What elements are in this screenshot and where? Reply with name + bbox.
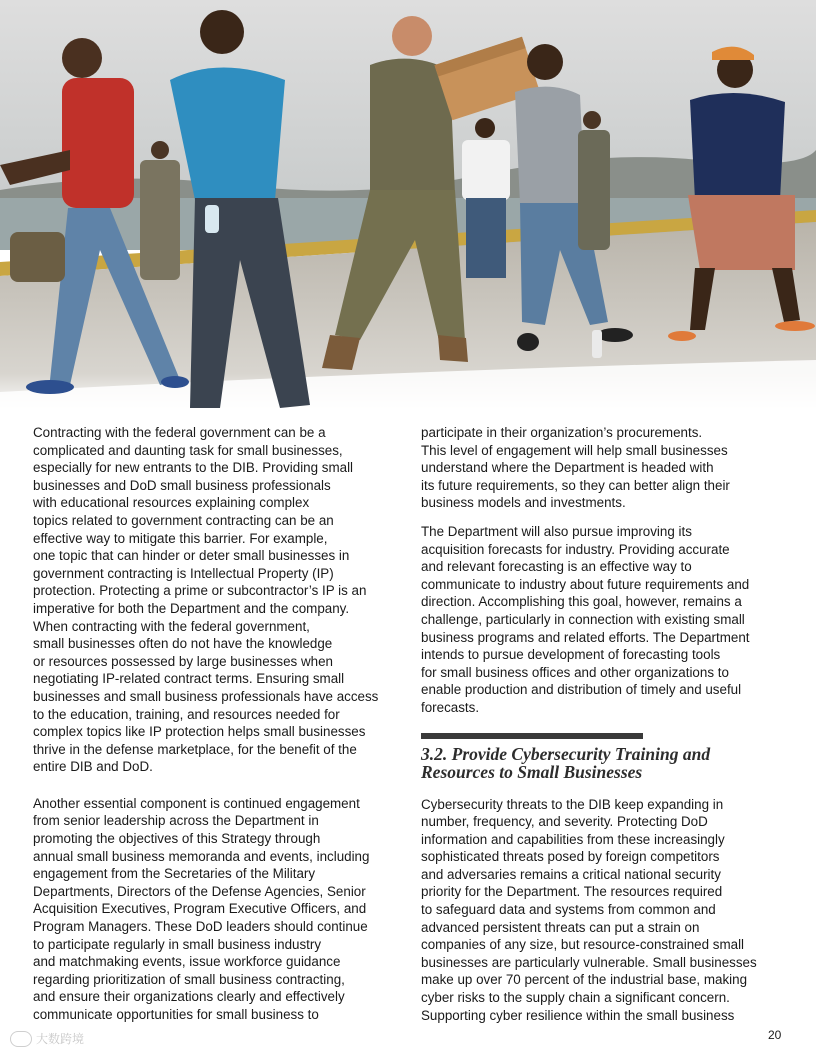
paragraph-procurements: participate in their organization’s procurements. This level of engagement will help small businesses understand where the Department is headed with its future requirements, so they can better align their business models and investments. [421,425,730,511]
paragraph-ip-education: Contracting with the federal government can be a complicated and daunting task for small businesses, especially for new entrants to the DIB. Providing small businesses and DoD small business professionals with educational resources explaining complex topics related to government contracting can be an effective way to mitigate this barrier. For example, one topic that can hinder or deter small businesses in government contracting is Intellectual Property (IP) protection. Protecting a prime or subcontractor’s IP is an imperative for both the Department and the company. When contracting with the federal government, small businesses often do not have the knowledge or resources possessed by large businesses when negotiating IP-related contract terms. Ensuring small businesses and small business professionals have access to the education, training, and resources needed for complex topics like IP protection helps small businesses thrive in the defense marketplace, for the benefit of the entire DIB and DoD. [33,425,379,775]
section-rule [421,733,643,739]
paragraph-cybersecurity: Cybersecurity threats to the DIB keep expanding in number, frequency, and severity. Protecting DoD information and capabilities from these increasingly sophisticated threats posed by foreign competitors and adversaries remains a critical national security priority for the Department. The resources required to safeguard data and systems from common and advanced persistent threats can put a strain on companies of any size, but resource-constrained small businesses are particularly vulnerable. Small businesses make up over 70 percent of the industrial base, making cyber risks to the supply chain a significant concern. Supporting cyber resilience within the small business [421,796,757,1023]
right-column [421,424,785,1024]
header-photo [0,0,816,412]
page-number: 20 [768,1028,782,1042]
left-column [33,424,395,1024]
section-heading-3-2: 3.2. Provide Cybersecurity Training and Resources to Small Businesses [421,743,711,782]
paragraph-forecasts: The Department will also pursue improving its acquisition forecasts for industry. Providing accurate and relevant forecasting is an effective way to communicate to industry about future requirements and direction. Accomplishing this goal, however, remains a challenge, particularly in connection with existing small business programs and related efforts. The Department intends to pursue development of forecasting tools for small business offices and other organizations to enable production and distribution of timely and useful forecasts. [421,523,750,715]
chat-bubble-icon [10,1031,32,1047]
paragraph-leadership-engagement: Another essential component is continued engagement from senior leadership across the Department in promoting the objectives of this Strategy through annual small business memoranda and events, including engagement from the Secretaries of the Military Departments, Directors of the Defense Agencies, Senior Acquisition Executives, Program Executive Officers, and Program Managers. These DoD leaders should continue to participate regularly in small business industry and matchmaking events, issue workforce guidance regarding prioritization of small business contracting, and ensure their organizations clearly and effectively communicate opportunities for small business to [33,795,370,1022]
photo-illustration [0,0,816,412]
watermark: 大数跨境 [10,1030,84,1047]
